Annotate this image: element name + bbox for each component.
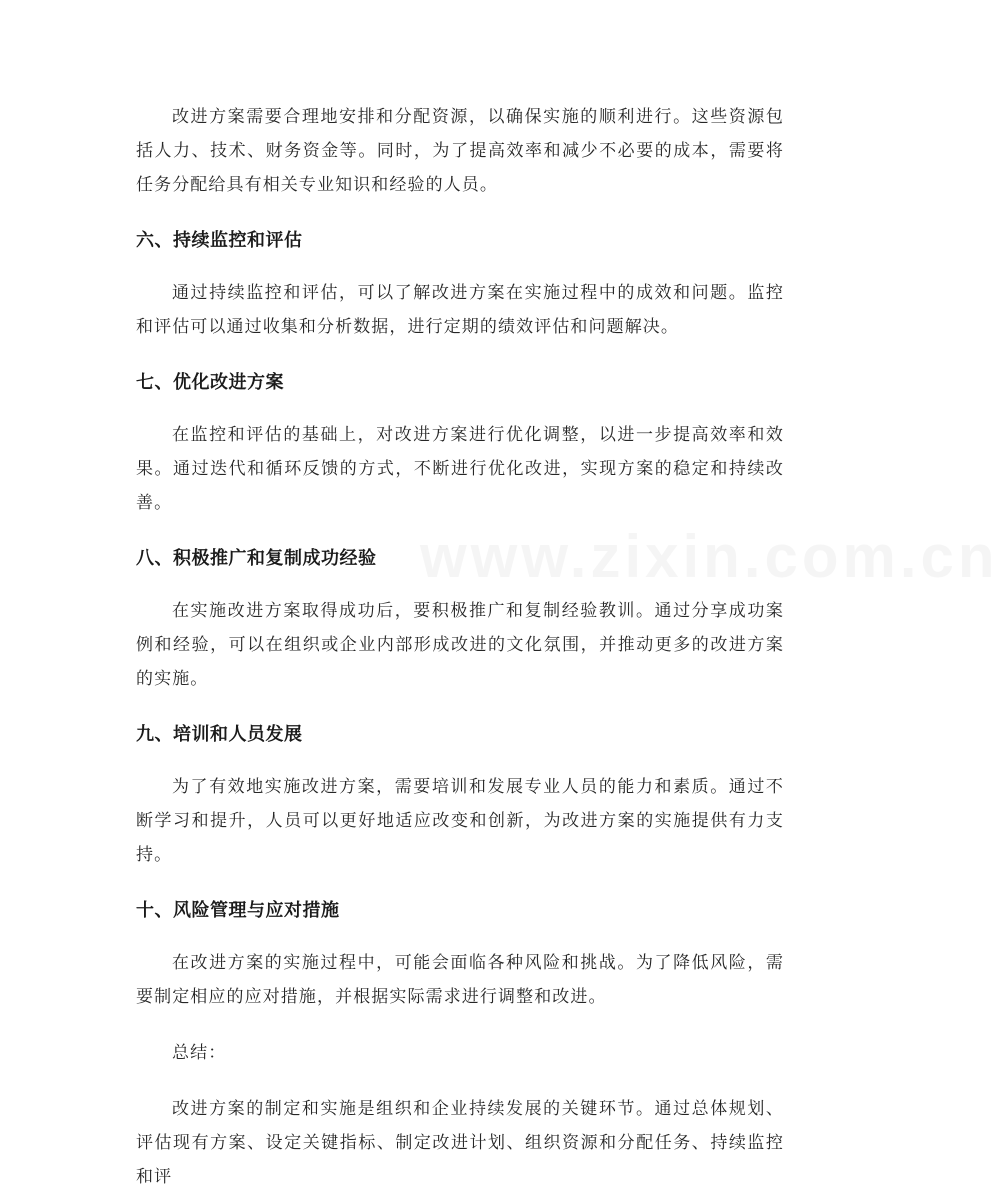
intro-paragraph: 改进方案需要合理地安排和分配资源，以确保实施的顺利进行。这些资源包括人力、技术、财务资金等。同时，为了提高效率和减少不必要的成本，需要将任务分配给具有相关专业知识和经验的人员。 [136,107,784,195]
section-10-paragraph: 在改进方案的实施过程中，可能会面临各种风险和挑战。为了降低风险，需要制定相应的应对措施，并根据实际需求进行调整和改进。 [136,953,784,1007]
section-8-paragraph: 在实施改进方案取得成功后，要积极推广和复制经验教训。通过分享成功案例和经验，可以在组织或企业内部形成改进的文化氛围，并推动更多的改进方案的实施。 [136,601,784,689]
section-9-heading: 九、培训和人员发展 [136,724,303,745]
document-body [136,100,784,1194]
section-6-paragraph: 通过持续监控和评估，可以了解改进方案在实施过程中的成效和问题。监控和评估可以通过收集和分析数据，进行定期的绩效评估和问题解决。 [136,283,784,337]
section-8-heading: 八、积极推广和复制成功经验 [136,548,377,569]
section-9-paragraph: 为了有效地实施改进方案，需要培训和发展专业人员的能力和素质。通过不断学习和提升，人员可以更好地适应改变和创新，为改进方案的实施提供有力支持。 [136,777,784,865]
section-7-heading: 七、优化改进方案 [136,372,284,393]
watermark: www.zixin.com.cn [420,523,999,590]
summary-label: 总结： [172,1043,227,1063]
section-10-heading: 十、风险管理与应对措施 [136,900,340,921]
section-6-heading: 六、持续监控和评估 [136,230,303,251]
summary-paragraph: 改进方案的制定和实施是组织和企业持续发展的关键环节。通过总体规划、评估现有方案、设定关键指标、制定改进计划、组织资源和分配任务、持续监控和评 [136,1099,784,1187]
section-7-paragraph: 在监控和评估的基础上，对改进方案进行优化调整，以进一步提高效率和效果。通过迭代和循环反馈的方式，不断进行优化改进，实现方案的稳定和持续改善。 [136,425,784,513]
